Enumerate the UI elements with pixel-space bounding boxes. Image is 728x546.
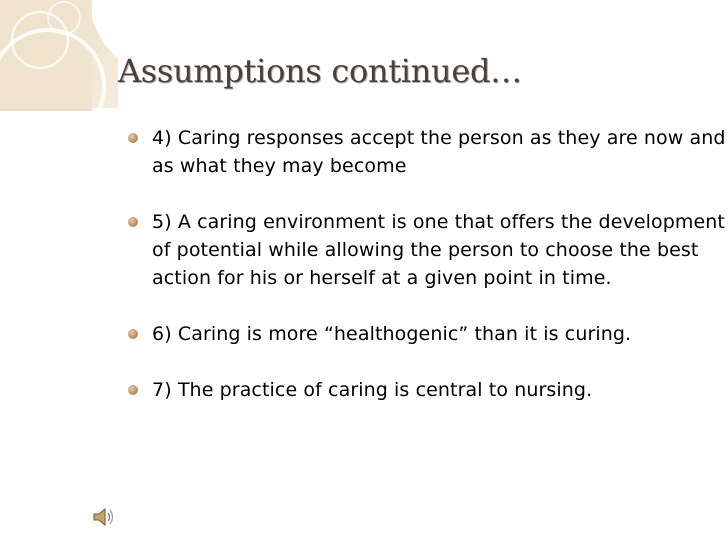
bullet-item xyxy=(126,208,726,292)
round-bullet-icon xyxy=(128,133,138,143)
bullet-list xyxy=(126,124,726,404)
slide-title: Assumptions continued… xyxy=(118,52,522,90)
bullet-item xyxy=(126,320,726,348)
round-bullet-icon xyxy=(128,329,138,339)
bullet-text: 6) Caring is more “healthogenic” than it is curing. xyxy=(152,323,632,345)
bullet-text: 7) The practice of caring is central to nursing. xyxy=(152,379,593,401)
round-bullet-icon xyxy=(128,217,138,227)
bullet-item xyxy=(126,376,726,404)
bullet-item xyxy=(126,124,726,180)
round-bullet-icon xyxy=(128,385,138,395)
top-band xyxy=(0,0,92,110)
speaker-icon[interactable] xyxy=(92,506,116,528)
bullet-text: 5) A caring environment is one that offers the development of potential while allowing the person to choose the best action for his or herself at a given point in time. xyxy=(152,211,725,289)
bullet-text: 4) Caring responses accept the person as they are now and as what they may become xyxy=(152,127,726,177)
